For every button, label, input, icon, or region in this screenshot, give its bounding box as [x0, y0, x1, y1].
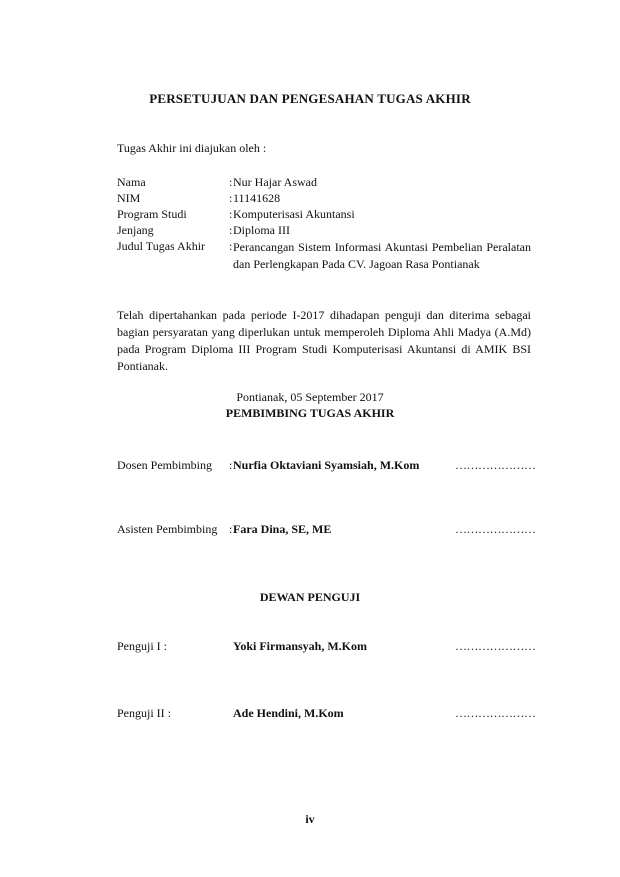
thesis-title-colon: :: [229, 239, 233, 253]
asisten-pembimbing-label: Asisten Pembimbing: [117, 522, 218, 536]
thesis-title-value: Perancangan Sistem Informasi Akuntasi Pembelian Peralatan dan Perlengkapan Pada CV. Jagoan Rasa Pontianak: [233, 240, 531, 271]
level-label: Jenjang: [117, 223, 154, 237]
nim-label: NIM: [117, 191, 141, 205]
penguji-2-name: Ade Hendini, M.Kom: [233, 706, 344, 720]
name-label: Nama: [117, 175, 146, 189]
nim-colon: :: [229, 191, 233, 205]
penguji-1-label: Penguji I :: [117, 639, 167, 653]
intro-text: Tugas Akhir ini diajukan oleh :: [117, 141, 267, 155]
dosen-pembimbing-name: Nurfia Oktaviani Syamsiah, M.Kom: [233, 458, 420, 472]
signature-line: …………………: [455, 706, 536, 720]
signature-line: …………………: [455, 639, 536, 653]
program-value: Komputerisasi Akuntansi: [233, 207, 355, 221]
level-value: Diploma III: [233, 223, 290, 237]
nim-value: 11141628: [233, 191, 281, 205]
program-colon: :: [229, 207, 233, 221]
penguji-2-label: Penguji II :: [117, 706, 171, 720]
name-colon: :: [229, 175, 233, 189]
supervisor-heading: PEMBIMBING TUGAS AKHIR: [225, 406, 395, 420]
asisten-pembimbing-colon: :: [229, 522, 233, 536]
dosen-pembimbing-label: Dosen Pembimbing: [117, 458, 212, 472]
signature-line: …………………: [455, 522, 536, 536]
place-date: Pontianak, 05 September 2017: [236, 390, 384, 404]
name-value: Nur Hajar Aswad: [233, 175, 317, 189]
penguji-1-name: Yoki Firmansyah, M.Kom: [233, 639, 368, 653]
asisten-pembimbing-name: Fara Dina, SE, ME: [233, 522, 332, 536]
program-label: Program Studi: [117, 207, 187, 221]
thesis-title-label: Judul Tugas Akhir: [117, 239, 206, 253]
page-title: PERSETUJUAN DAN PENGESAHAN TUGAS AKHIR: [149, 91, 471, 106]
page-number: iv: [305, 812, 315, 826]
approval-statement: Telah dipertahankan pada periode I-2017 dihadapan penguji dan diterima sebagai bagian persyaratan yang diperlukan untuk memperoleh Diploma Ahli Madya (A.Md) pada Program Diploma III Program Studi Komputerisasi Akuntansi di AMIK BSI Pontianak.: [117, 308, 531, 373]
examiner-heading: DEWAN PENGUJI: [259, 590, 361, 604]
level-colon: :: [229, 223, 233, 237]
signature-line: …………………: [455, 458, 536, 472]
dosen-pembimbing-colon: :: [229, 458, 233, 472]
